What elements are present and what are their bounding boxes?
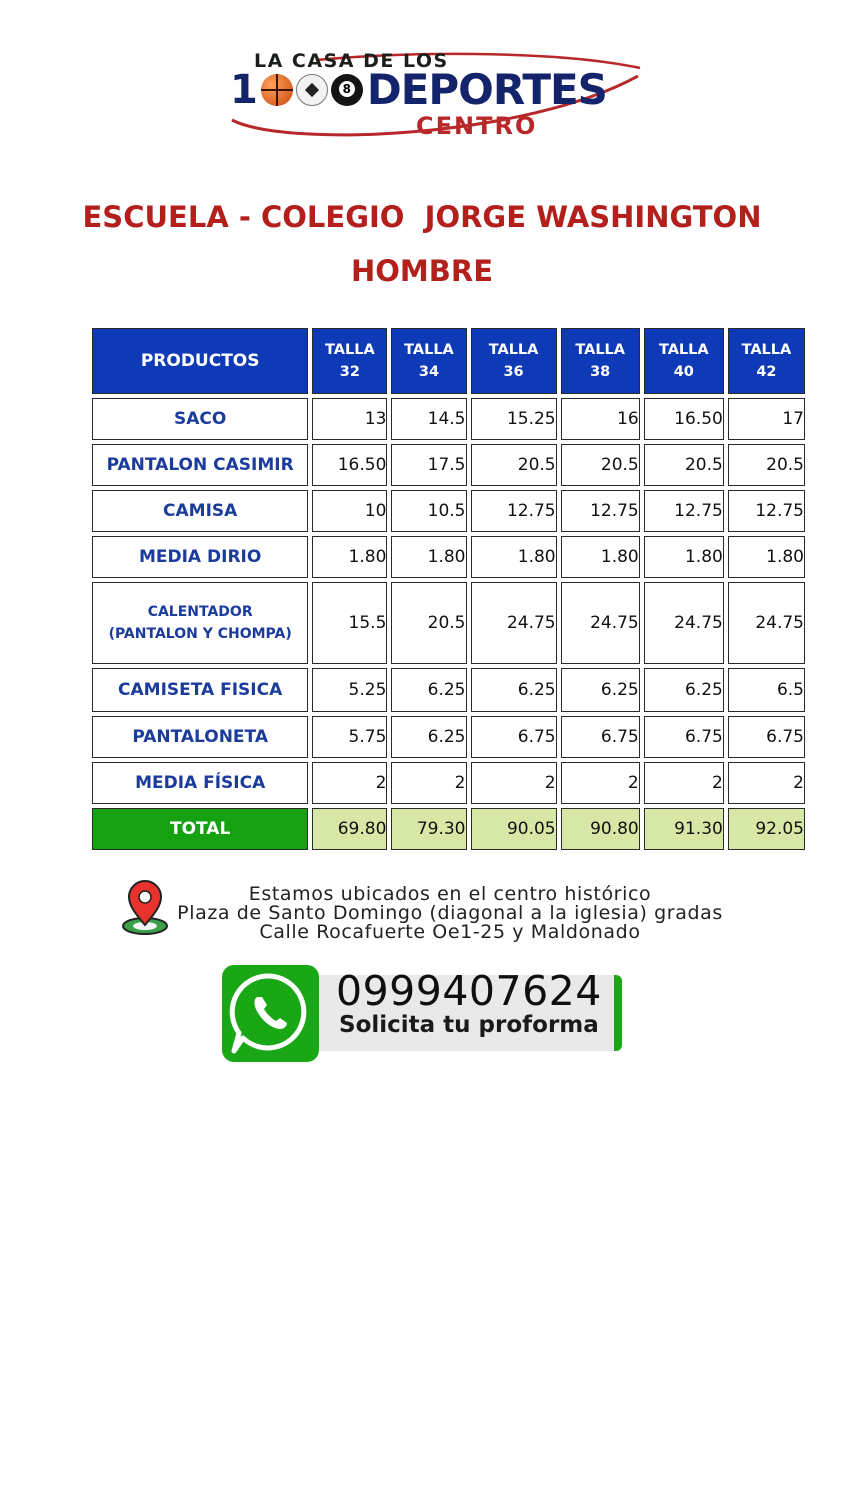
price-cell: 24.75 — [728, 582, 805, 664]
price-cell: 6.5 — [728, 668, 805, 712]
price-cell: 5.25 — [312, 668, 387, 712]
price-cell: 6.75 — [471, 716, 557, 758]
price-cell: 20.5 — [561, 444, 640, 486]
map-pin-icon — [120, 880, 170, 936]
price-cell: 12.75 — [728, 490, 805, 532]
table-row — [92, 716, 805, 758]
header-size-40: TALLA 40 — [644, 328, 724, 394]
price-cell: 2 — [728, 762, 805, 804]
total-cell: 90.80 — [561, 808, 640, 850]
address-line: Calle Rocafuerte Oe1-25 y Maldonado — [259, 921, 641, 943]
price-cell: 1.80 — [644, 536, 724, 578]
price-cell: 12.75 — [471, 490, 557, 532]
price-cell: 2 — [312, 762, 387, 804]
gender-title: HOMBRE — [350, 254, 494, 288]
product-name: MEDIA FÍSICA — [92, 762, 308, 804]
price-cell: 16 — [561, 398, 640, 440]
price-cell: 13 — [312, 398, 387, 440]
price-cell: 6.25 — [391, 668, 466, 712]
total-cell: 90.05 — [471, 808, 557, 850]
contact-cta[interactable]: Solicita tu proforma — [339, 1012, 599, 1038]
price-cell: 6.75 — [561, 716, 640, 758]
logo-top-text: LA CASA DE LOS — [254, 50, 449, 72]
total-cell: 79.30 — [391, 808, 466, 850]
phone-number[interactable]: 0999407624 — [336, 967, 602, 1015]
soccer-ball-icon — [296, 74, 328, 106]
header-size-34: TALLA 34 — [391, 328, 466, 394]
whatsapp-icon-box[interactable] — [222, 965, 319, 1062]
price-cell: 2 — [644, 762, 724, 804]
eight-ball-icon — [331, 74, 363, 106]
product-name: MEDIA DIRIO — [92, 536, 308, 578]
price-cell: 17 — [728, 398, 805, 440]
logo-word: DEPORTES — [366, 65, 607, 114]
table-row — [92, 398, 805, 440]
whatsapp-icon — [222, 965, 319, 1062]
header-size-36: TALLA 36 — [471, 328, 557, 394]
total-cell: 69.80 — [312, 808, 387, 850]
total-row — [92, 808, 805, 850]
price-cell: 12.75 — [644, 490, 724, 532]
table-row — [92, 668, 805, 712]
price-cell: 1.80 — [471, 536, 557, 578]
price-cell: 12.75 — [561, 490, 640, 532]
price-cell: 16.50 — [312, 444, 387, 486]
table-row — [92, 536, 805, 578]
price-cell: 14.5 — [391, 398, 466, 440]
header-products: PRODUCTOS — [92, 328, 308, 394]
price-cell: 1.80 — [561, 536, 640, 578]
total-label: TOTAL — [92, 808, 308, 850]
header-size-32: TALLA 32 — [312, 328, 387, 394]
price-cell: 20.5 — [391, 582, 466, 664]
product-name: CAMISETA FISICA — [92, 668, 308, 712]
price-cell: 2 — [471, 762, 557, 804]
price-cell: 16.50 — [644, 398, 724, 440]
header-size-38: TALLA 38 — [561, 328, 640, 394]
price-cell: 20.5 — [644, 444, 724, 486]
price-cell: 24.75 — [644, 582, 724, 664]
price-cell: 1.80 — [391, 536, 466, 578]
price-cell: 6.25 — [644, 668, 724, 712]
product-name: CAMISA — [92, 490, 308, 532]
table-row — [92, 582, 805, 664]
price-cell: 6.25 — [561, 668, 640, 712]
price-cell: 6.25 — [391, 716, 466, 758]
table-row — [92, 490, 805, 532]
product-name: PANTALON CASIMIR — [92, 444, 308, 486]
table-row — [92, 444, 805, 486]
logo-subtitle: CENTRO — [416, 112, 538, 140]
price-cell: 10 — [312, 490, 387, 532]
logo-main-row — [230, 65, 607, 114]
price-cell: 10.5 — [391, 490, 466, 532]
table-row — [92, 762, 805, 804]
price-cell: 1.80 — [728, 536, 805, 578]
price-cell: 5.75 — [312, 716, 387, 758]
product-name: CALENTADOR (PANTALON Y CHOMPA) — [92, 582, 308, 664]
price-cell: 24.75 — [471, 582, 557, 664]
price-cell: 15.25 — [471, 398, 557, 440]
address-line: Plaza de Santo Domingo (diagonal a la iglesia) gradas — [177, 902, 723, 924]
brand-logo — [226, 48, 646, 148]
price-cell: 1.80 — [312, 536, 387, 578]
address-line: Estamos ubicados en el centro histórico — [248, 883, 652, 905]
price-table — [88, 324, 809, 854]
logo-number: 1 — [230, 67, 258, 113]
address-block — [172, 885, 728, 942]
header-size-42: TALLA 42 — [728, 328, 805, 394]
price-cell: 6.75 — [728, 716, 805, 758]
price-cell: 20.5 — [728, 444, 805, 486]
school-title: ESCUELA - COLEGIO JORGE WASHINGTON — [82, 200, 762, 234]
price-cell: 20.5 — [471, 444, 557, 486]
product-name: PANTALONETA — [92, 716, 308, 758]
basketball-icon — [261, 74, 293, 106]
price-cell: 6.75 — [644, 716, 724, 758]
price-cell: 2 — [391, 762, 466, 804]
price-cell: 24.75 — [561, 582, 640, 664]
table-header-row — [92, 328, 805, 394]
price-cell: 15.5 — [312, 582, 387, 664]
price-cell: 2 — [561, 762, 640, 804]
product-name: SACO — [92, 398, 308, 440]
total-cell: 92.05 — [728, 808, 805, 850]
total-cell: 91.30 — [644, 808, 724, 850]
price-cell: 6.25 — [471, 668, 557, 712]
price-cell: 17.5 — [391, 444, 466, 486]
